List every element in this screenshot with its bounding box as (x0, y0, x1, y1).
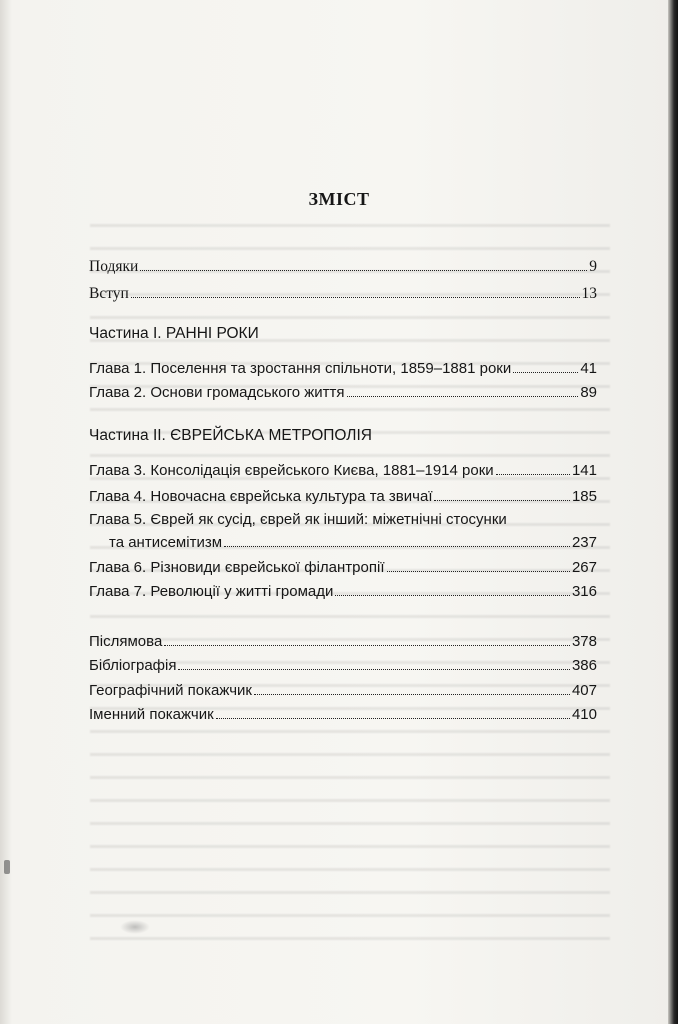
toc-entry-chapter-4 (89, 485, 597, 507)
toc-entry-label: Подяки (89, 258, 139, 275)
toc-entry-page: 237 (571, 534, 597, 551)
toc-entry-page: 386 (571, 657, 597, 674)
toc-entry-chapter-1 (89, 357, 597, 379)
toc-entry-page: 267 (571, 559, 597, 576)
paper-smudge (120, 920, 150, 934)
toc-entry-page: 185 (571, 488, 597, 505)
dot-leader (164, 630, 570, 646)
dot-leader (335, 580, 570, 596)
toc-entry-page: 316 (571, 583, 597, 600)
toc-entry-chapter-5-continued (109, 531, 597, 553)
toc-entry-page: 141 (571, 462, 597, 479)
toc-entry-afterword (89, 630, 597, 652)
toc-entry-chapter-5 (89, 509, 597, 531)
dot-leader (131, 282, 580, 298)
toc-entry-chapter-7 (89, 580, 597, 602)
toc-entry-page: 407 (571, 682, 597, 699)
toc-entry-page: 378 (571, 633, 597, 650)
dot-leader (513, 357, 578, 373)
toc-entry-page: 89 (580, 384, 597, 401)
toc-entry-page: 13 (581, 285, 597, 302)
dot-leader (496, 459, 570, 475)
toc-entry-page: 410 (571, 706, 597, 723)
toc-entry-chapter-6 (89, 556, 597, 578)
part-heading-2: Частина ІІ. ЄВРЕЙСЬКА МЕТРОПОЛІЯ (89, 427, 372, 444)
toc-entry-introduction (89, 282, 597, 304)
toc-entry-label: Глава 6. Різновиди єврейської філантропії (89, 559, 385, 576)
toc-entry-page: 9 (589, 258, 597, 275)
page-title: ЗМІСТ (308, 189, 370, 209)
toc-entry-label: Післямова (89, 633, 163, 650)
toc-entry-label: Глава 5. Єврей як сусід, єврей як інший: міжетнічні стосунки (89, 511, 507, 528)
dot-leader (140, 255, 587, 271)
toc-entry-label: Глава 1. Поселення та зростання спільноти, 1859–1881 роки (89, 360, 512, 377)
dot-leader (347, 381, 579, 397)
toc-entry-label-continued: та антисемітизм (109, 534, 223, 551)
toc-entry-label: Бібліографія (89, 657, 177, 674)
book-binding-edge (668, 0, 678, 1024)
toc-entry-label: Іменний покажчик (89, 706, 214, 723)
toc-entry-page: 41 (580, 360, 597, 377)
dot-leader (387, 556, 570, 572)
dot-leader (216, 703, 570, 719)
toc-entry-label: Глава 4. Новочасна єврейська культура та звичаї (89, 488, 433, 505)
toc-entry-chapter-3 (89, 459, 597, 481)
dot-leader (178, 654, 569, 670)
toc-entry-bibliography (89, 654, 597, 676)
toc-entry-acknowledgements (89, 255, 597, 277)
dot-leader (254, 679, 570, 695)
toc-entry-name-index (89, 703, 597, 725)
toc-entry-geographic-index (89, 679, 597, 701)
toc-entry-label: Вступ (89, 285, 129, 302)
dot-leader (224, 531, 570, 547)
toc-entry-label: Географічний покажчик (89, 682, 252, 699)
dot-leader (434, 485, 569, 501)
toc-entry-label: Глава 2. Основи громадського життя (89, 384, 345, 401)
toc-entry-label: Глава 7. Революції у житті громади (89, 583, 334, 600)
part-heading-1: Частина І. РАННІ РОКИ (89, 325, 259, 342)
margin-mark (4, 860, 10, 874)
toc-entry-label: Глава 3. Консолідація єврейського Києва, 1881–1914 роки (89, 462, 494, 479)
toc-entry-chapter-2 (89, 381, 597, 403)
